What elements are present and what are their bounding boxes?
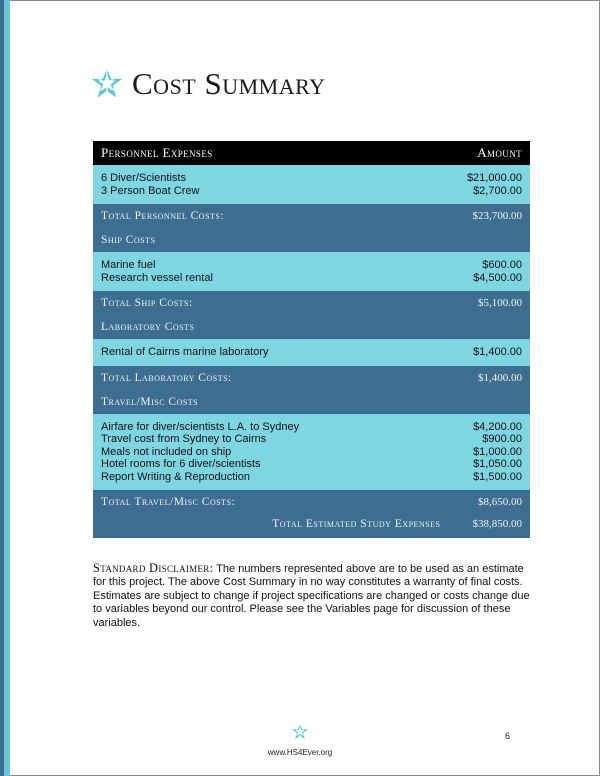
line-item — [101, 259, 522, 272]
cost-summary-table — [93, 141, 530, 538]
personnel-total-row — [93, 204, 530, 228]
page-header — [90, 66, 325, 102]
total-amount: $8,650.00 — [478, 496, 522, 508]
item-amount: $4,500.00 — [473, 271, 522, 284]
total-label: Total Travel/Misc Costs: — [101, 496, 236, 508]
total-label: Total Laboratory Costs: — [101, 371, 232, 384]
item-amount: $1,050.00 — [473, 458, 522, 470]
star-swirl-icon — [90, 67, 124, 101]
total-label: Total Personnel Costs: — [101, 210, 225, 222]
item-label: Airfare for diver/scientists L.A. to Sydney — [101, 420, 300, 433]
section-label: Ship Costs — [101, 234, 156, 246]
header-label: Personnel Expenses — [101, 145, 213, 160]
section-label: Laboratory Costs — [101, 321, 195, 333]
ship-total-row — [93, 291, 530, 315]
item-label: 3 Person Boat Crew — [101, 184, 200, 197]
grand-total-label: Total Estimated Study Expenses — [272, 518, 441, 530]
ship-section-heading — [93, 228, 530, 252]
line-item — [101, 346, 522, 359]
line-item — [101, 433, 522, 446]
travel-items — [93, 414, 530, 491]
table-header-row — [93, 141, 530, 165]
lab-total-row — [93, 366, 530, 390]
lab-section-heading — [93, 315, 530, 339]
item-label: Marine fuel — [101, 259, 156, 271]
item-label: Hotel rooms for 6 diver/scientists — [101, 458, 261, 470]
section-label: Travel/Misc Costs — [101, 395, 199, 408]
disclaimer-lead: Standard Disclaimer: — [93, 561, 214, 575]
item-label: Meals not included on ship — [101, 445, 232, 458]
item-label: Rental of Cairns marine laboratory — [101, 346, 269, 358]
grand-total-row — [93, 514, 530, 538]
item-label: Travel cost from Sydney to Cairns — [101, 433, 267, 445]
item-amount: $1,400.00 — [473, 346, 522, 358]
item-amount: $900.00 — [482, 433, 522, 445]
total-amount: $1,400.00 — [478, 371, 522, 384]
item-amount: $21,000.00 — [466, 172, 522, 184]
line-item — [101, 458, 522, 471]
personnel-items — [93, 165, 530, 204]
item-label: Research vessel rental — [101, 271, 213, 284]
line-item — [101, 421, 522, 434]
item-amount: $600.00 — [482, 259, 522, 271]
travel-total-row — [93, 490, 530, 514]
line-item — [101, 172, 522, 185]
total-amount: $5,100.00 — [478, 297, 522, 309]
standard-disclaimer — [93, 562, 533, 630]
item-label: Report Writing & Reproduction — [101, 470, 250, 483]
item-amount: $1,000.00 — [473, 445, 522, 458]
travel-section-heading — [93, 390, 530, 414]
line-item — [101, 471, 522, 484]
page-number: 6 — [505, 731, 511, 741]
page-title: Cost Summary — [132, 66, 326, 101]
item-amount: $1,500.00 — [473, 470, 522, 483]
line-item — [101, 272, 522, 285]
item-amount: $2,700.00 — [473, 184, 522, 197]
line-item — [101, 185, 522, 198]
footer-url: www.HS4Ever.org — [267, 748, 333, 757]
star-swirl-icon — [291, 723, 309, 741]
disclaimer-body: The numbers represented above are to be used as an estimate for this project. The above Cost Summary in no way constitutes a warranty of final costs. Estimates are subject to change if project specifications are changed or costs change due to variables beyond our control. Please see the Variables page for discussion of these variables. — [93, 563, 530, 629]
total-label: Total Ship Costs: — [101, 297, 193, 309]
header-amount: Amount — [477, 145, 522, 160]
line-item — [101, 446, 522, 459]
ship-items — [93, 252, 530, 291]
lab-items — [93, 339, 530, 366]
item-label: 6 Diver/Scientists — [101, 172, 186, 184]
grand-total-amount: $38,850.00 — [472, 518, 522, 530]
total-amount: $23,700.00 — [472, 210, 522, 222]
item-amount: $4,200.00 — [473, 420, 522, 433]
